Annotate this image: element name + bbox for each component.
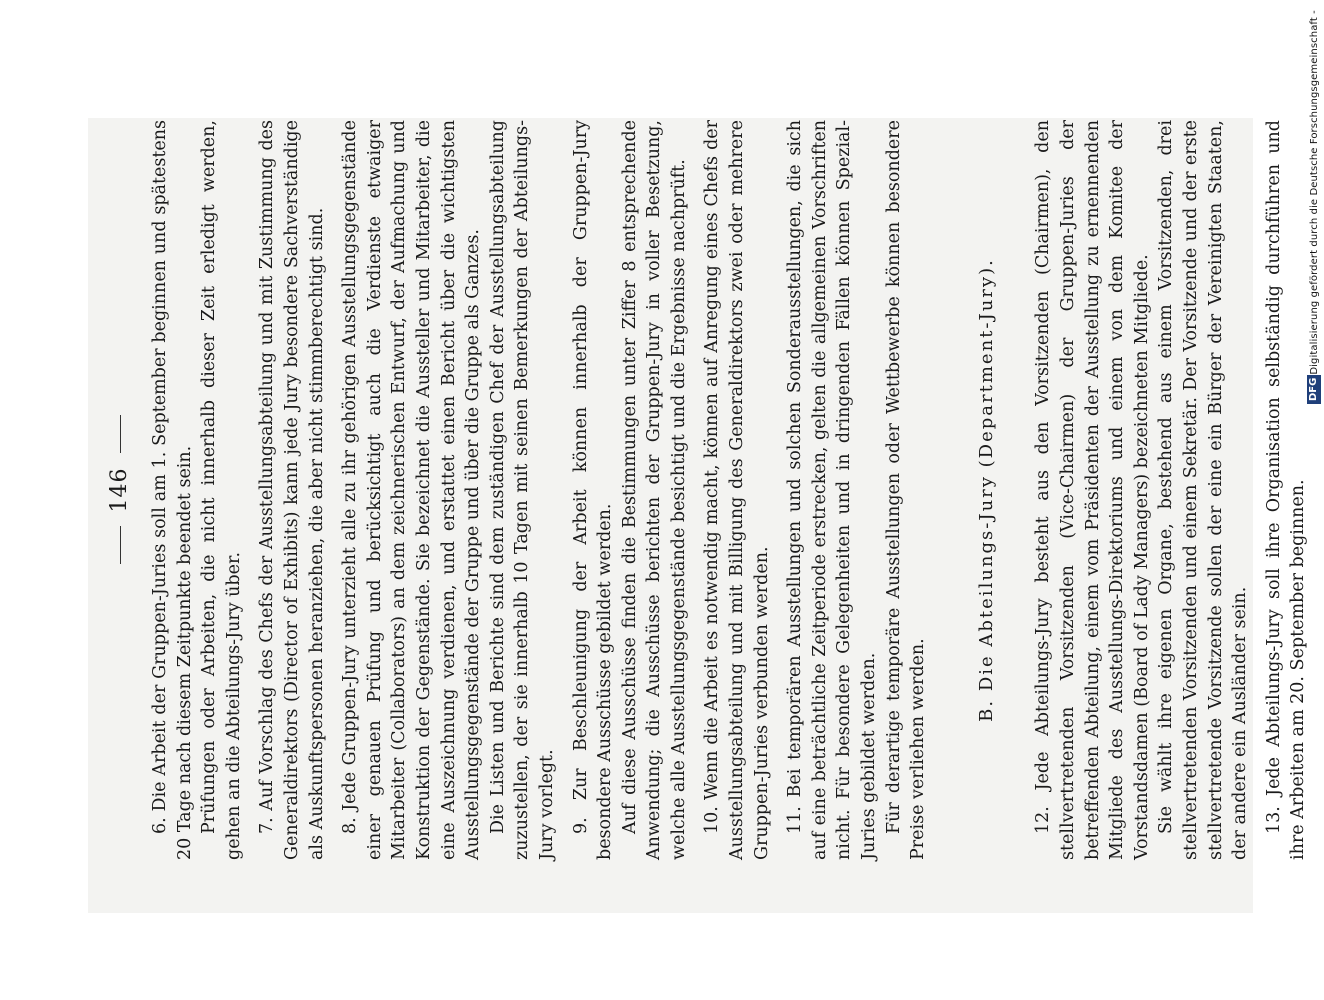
paragraph-6-cont: Prüfungen oder Arbeiten, die nicht innerhalb dieser Zeit erledigt werden, gehen an die Abteilungs-Jury über. (199, 120, 244, 860)
paragraph-11: 11. Bei temporären Ausstellungen und solchen Sonderausstellungen, die sich auf eine beträchtliche Zeitperiode erstrecken, gelten die allgemeinen Vorschriften nicht. Für besondere Gelegenheiten und in dringenden Fällen können Spezial-Juries gebildet werden. (785, 120, 880, 860)
rule-left (120, 527, 121, 565)
credit-text: Digitalisierung gefördert durch die Deutsche Forschungsgemeinschaft - (1308, 10, 1320, 375)
paragraph-12: 12. Jede Abteilungs-Jury besteht aus den Vorsitzenden (Chairmen), den stellvertretenden Vorsitzenden (Vice-Chairmen) der Gruppen-Juries der betreffenden Abteilung, einem vom Präsidenten der Ausstellung zu ernennenden Mitgliede des Ausstellungs-Direktoriums und einem von dem Komitee der Vorstandsdamen (Board of Lady Managers) bezeichneten Mitgliede. (1033, 120, 1152, 860)
paragraph-8: 8. Jede Gruppen-Jury unterzieht alle zu ihr gehörigen Ausstellungsgegenstände einer genauen Prüfung und berücksichtigt auch die Verdienste etwaiger Mitarbeiter (Collaborators) an dem zeichnerischen Entwurf, der Aufmachung und Konstruktion der Gegenstände. Sie bezeichnet die Aussteller und Mitarbeiter, die eine Auszeichnung verdienen, und erstattet einen Bericht über die wichtigsten Ausstellungsgegenstände der Gruppe und über die Gruppe als Ganzes. (340, 120, 484, 860)
page-number (108, 120, 133, 860)
paragraph-12-cont: Sie wählt ihre eigenen Organe, bestehend aus einem Vorsitzenden, drei stellvertretenden Vorsitzenden und einem Sekretär. Der Vorsitzende und der erste stellvertretende Vorsitzende sollen der eine ein Bürger der Vereinigten Staaten, der andere ein Ausländer sein. (1156, 120, 1251, 860)
dfg-logo: DFG (1307, 375, 1321, 404)
paragraph-9-cont: Auf diese Ausschüsse finden die Bestimmungen unter Ziffer 8 entsprechende Anwendung; die Ausschüsse berichten der Gruppen-Jury in voller Besetzung, welche alle Ausstellungsgegenstände besichtigt und die Ergebnisse nachprüft. (619, 120, 689, 860)
body-text (148, 120, 1311, 860)
paragraph-8-cont: Die Listen und Berichte sind dem zuständigen Chef der Ausstellungsabteilung zuzustellen, der sie innerhalb 10 Tagen mit seinen Bemerkungen der Abteilungs-Jury vorlegt. (487, 120, 557, 860)
paragraph-10: 10. Wenn die Arbeit es notwendig macht, können auf Anregung eines Chefs der Ausstellungsabteilung und mit Billigung des Generaldirektors zwei oder mehrere Gruppen-Juries verbunden werden. (702, 120, 772, 860)
paragraph-6: 6. Die Arbeit der Gruppen-Juries soll am 1. September beginnen und spätestens 20 Tage nach diesem Zeitpunkte beendet sein. (150, 120, 195, 860)
rule-right (120, 416, 121, 454)
paragraph-11-cont: Für derartige temporäre Ausstellungen oder Wettbewerbe können besondere Preise verliehen werden. (883, 120, 929, 860)
paragraph-9: 9. Zur Beschleunigung der Arbeit können innerhalb der Gruppen-Jury besondere Ausschüsse gebildet werden. (570, 120, 616, 860)
page-number-text: 146 (107, 467, 132, 513)
dfg-credit (1306, 8, 1322, 408)
section-heading: B. Die Abteilungs-Jury (Department-Jury). (975, 258, 997, 722)
paragraph-7: 7. Auf Vorschlag des Chefs der Ausstellungsabteilung und mit Zustimmung des Generaldirektors (Director of Exhibits) kann jede Jury besondere Sachverständige als Auskunftspersonen heranziehen, die aber nicht stimmberechtigt sind. (257, 120, 327, 860)
page-content (100, 120, 1309, 860)
paragraph-13: 13. Jede Abteilungs-Jury soll ihre Organisation selbständig durchführen und ihre Arbeiten am 20. September beginnen. (1263, 120, 1309, 860)
